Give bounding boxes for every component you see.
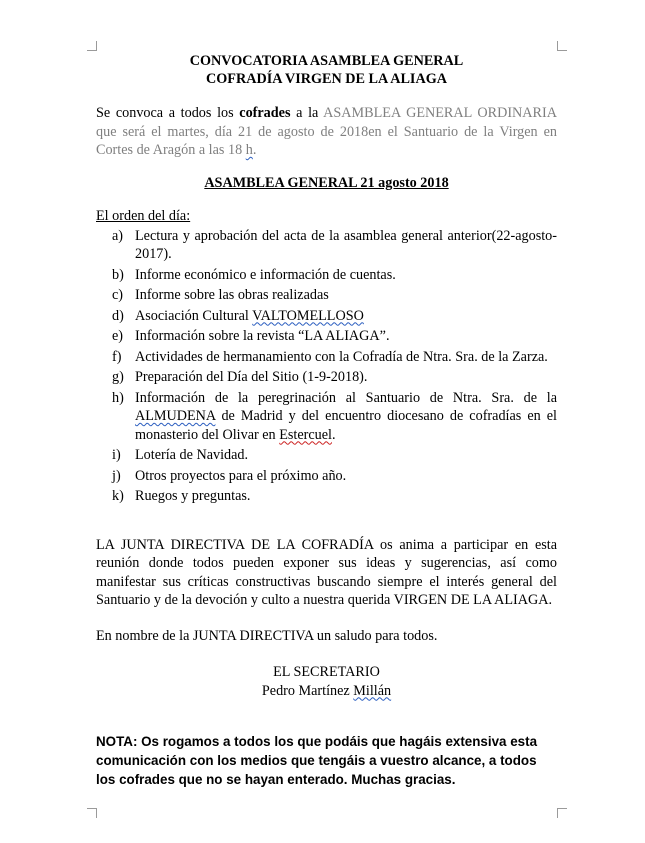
- intro-gray-text: ASAMBLEA GENERAL ORDINARIA que será el martes, día 21 de agosto de 2018en el Santuario de la Virgen en Cortes de Aragón a las 18: [96, 105, 557, 158]
- spellcheck-word[interactable]: VALTOMELLOSO: [252, 307, 364, 324]
- list-item: [96, 327, 557, 346]
- intro-gray-end: .: [252, 142, 257, 158]
- item-marker: h): [112, 389, 124, 406]
- signature-role: EL SECRETARIO: [273, 664, 380, 680]
- item-text: Asociación Cultural: [135, 307, 253, 324]
- note-text: Os rogamos a todos los que podáis que hagáis extensiva esta comunicación con los medios que tengáis a vuestro alcance, a todos los cofrades que no se hayan enterado. Muchas gracias.: [96, 734, 538, 787]
- item-marker: d): [112, 307, 124, 324]
- item-marker: i): [112, 447, 121, 463]
- list-item: [96, 446, 557, 465]
- list-item: [96, 286, 557, 305]
- list-item: [96, 368, 557, 387]
- item-marker: k): [112, 488, 124, 504]
- note-label: NOTA:: [96, 734, 138, 749]
- list-item: [96, 487, 557, 506]
- agenda-list: [96, 227, 557, 506]
- signature-block: [96, 663, 557, 700]
- item-marker: e): [112, 328, 124, 344]
- item-marker: c): [112, 287, 124, 303]
- intro-text-2: a la: [290, 105, 324, 121]
- item-text: Ruegos y preguntas.: [135, 488, 251, 504]
- item-text: .: [331, 426, 336, 443]
- note-paragraph: [96, 732, 557, 789]
- item-marker: f): [112, 348, 122, 365]
- margin-corner-top-right: [557, 41, 567, 51]
- list-item: [96, 266, 557, 285]
- item-marker: j): [112, 467, 121, 484]
- margin-corner-bottom-left: [87, 808, 97, 818]
- spellcheck-word[interactable]: Millán: [353, 682, 392, 699]
- item-marker: a): [112, 227, 124, 244]
- item-text: Preparación del Día del Sitio (1-9-2018).: [135, 369, 368, 385]
- intro-gray-h: h: [245, 142, 253, 158]
- item-text: Informe económico e información de cuentas.: [135, 266, 396, 283]
- item-marker: g): [112, 369, 124, 385]
- assembly-subtitle: ASAMBLEA GENERAL 21 agosto 2018: [204, 174, 449, 191]
- item-marker: b): [112, 266, 124, 283]
- signature-name-text: Pedro Martínez: [261, 682, 354, 699]
- item-text: Lotería de Navidad.: [135, 447, 249, 463]
- list-item: [96, 227, 557, 264]
- item-text: Lectura y aprobación del acta de la asamblea general anterior(22-agosto-2017).: [135, 227, 557, 262]
- document-body[interactable]: [96, 50, 557, 789]
- list-item: [96, 307, 557, 326]
- intro-text-1: Se convoca a todos los: [96, 105, 240, 121]
- list-item: [96, 348, 557, 367]
- list-item: [96, 389, 557, 445]
- item-text: Informe sobre las obras realizadas: [135, 287, 329, 303]
- item-text: Información sobre la revista “LA ALIAGA”.: [135, 328, 390, 344]
- title-line-2: COFRADÍA VIRGEN DE LA ALIAGA: [206, 71, 447, 87]
- margin-corner-bottom-right: [557, 808, 567, 818]
- item-text: Información de la peregrinación al Santuario de Ntra. Sra. de la: [135, 389, 557, 406]
- intro-cofrades: cofrades: [239, 105, 291, 121]
- item-text: Otros proyectos para el próximo año.: [135, 467, 347, 484]
- greeting-line: En nombre de la JUNTA DIRECTIVA un saludo para todos.: [96, 627, 438, 644]
- junta-paragraph: LA JUNTA DIRECTIVA DE LA COFRADÍA os anima a participar en esta reunión donde todos pueden exponer sus ideas y sugerencias, así como manifestar sus críticas constructivas buscando siempre el interés general del Santuario y de la devoción y culto a nuestra querida VIRGEN DE LA ALIAGA.: [96, 536, 557, 608]
- list-item: [96, 467, 557, 486]
- title-line-1: CONVOCATORIA ASAMBLEA GENERAL: [189, 53, 464, 69]
- item-text: de Madrid y del encuentro diocesano de cofradías en el monasterio del Olivar en: [135, 408, 557, 443]
- spellcheck-word[interactable]: Estercuel: [279, 426, 332, 443]
- agenda-label: El orden del día:: [96, 208, 191, 224]
- item-text: Actividades de hermanamiento con la Cofradía de Ntra. Sra. de la Zarza.: [135, 348, 548, 365]
- signature-name: [96, 682, 557, 701]
- document-title: [96, 52, 557, 88]
- spellcheck-word[interactable]: ALMUDENA: [135, 408, 216, 424]
- intro-paragraph: [96, 104, 557, 160]
